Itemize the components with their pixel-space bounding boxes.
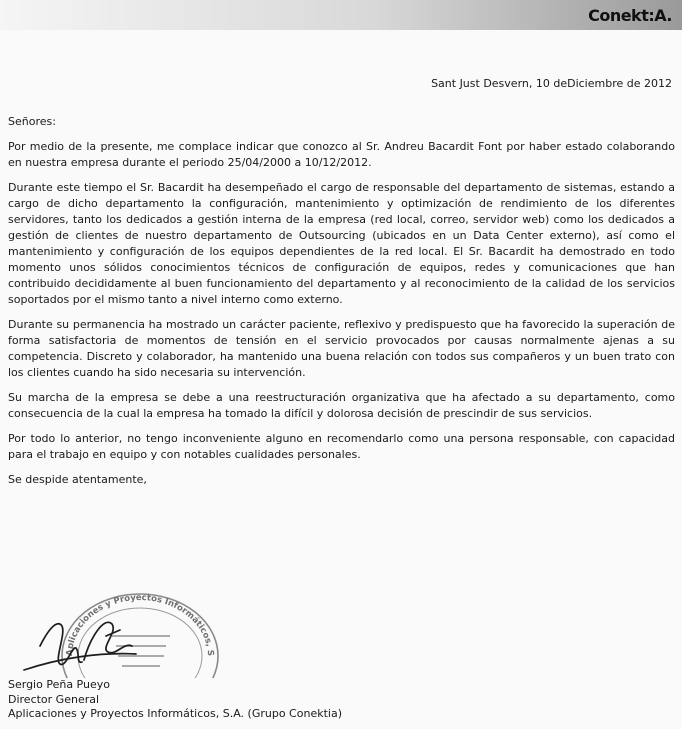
- letterhead-bar: [0, 0, 682, 30]
- signatory-name: Sergio Peña Pueyo: [8, 678, 110, 691]
- company-logo: Conekt:A.: [588, 6, 672, 25]
- signatory-company: Aplicaciones y Proyectos Informáticos, S.A. (Grupo Conektia): [8, 707, 342, 720]
- letter-body: [8, 76, 675, 488]
- company-stamp: [20, 586, 240, 678]
- stamp-inner-lines: [112, 636, 170, 666]
- paragraph-departure: Su marcha de la empresa se debe a una reestructuración organizativa que ha afectado a su departamento, como consecuencia de la cual la empresa ha tomado la difícil y dolorosa decisión de prescindir de sus servicios.: [8, 391, 675, 420]
- stamp-ring-text: Aplicaciones y Proyectos Informáticos, S: [64, 592, 216, 657]
- paragraph-role: Durante este tiempo el Sr. Bacardit ha desempeñado el cargo de responsable del departamento de sistemas, estando a cargo de dicho departamento la configuración, mantenimiento y optimización de rendimiento de los diferentes servidores, tanto los dedicados a gestión interna de la empresa (red local, correo, servidor web) como los dedicados a gestión de clientes de nuestro departamento de Outsourcing (ubicados en un Data Center externo), así como el mantenimiento y configuración de los equipos dependientes de la red local. El Sr. Bacardit ha demostrado en todo momento unos sólidos conocimientos técnicos de configuración de equipos, redes y comunicaciones que han contribuido decididamente al buen funcionamiento del departamento y al reconocimiento de la calidad de los servicios soportados por el mismo tanto a nivel interno como externo.: [8, 181, 675, 306]
- closing-line: Se despide atentamente,: [8, 473, 147, 486]
- signature-stamp-area: [20, 586, 240, 678]
- letter-date: Sant Just Desvern, 10 deDiciembre de 2012: [431, 77, 672, 90]
- signatory-title: Director General: [8, 692, 100, 706]
- paragraph-intro: Por medio de la presente, me complace indicar que conozco al Sr. Andreu Bacardit Font por haber estado colaborando en nuestra empresa durante el periodo 25/04/2000 a 10/12/2012.: [8, 140, 675, 169]
- paragraph-character: Durante su permanencia ha mostrado un carácter paciente, reflexivo y predispuesto que ha favorecido la superación de forma satisfactoria de momentos de tensión en el servicio provocados por causas normalmente ajenas a su competencia. Discreto y colaborador, ha mantenido una buena relación con todos sus compañeros y un buen trato con los clientes cuando ha sido necesaria su intervención.: [8, 318, 675, 379]
- signature-block: [8, 678, 342, 722]
- paragraph-recommendation: Por todo lo anterior, no tengo inconveniente alguno en recomendarlo como una persona responsable, con capacidad para el trabajo en equipo y con notables cualidades personales.: [8, 432, 675, 461]
- salutation: Señores:: [8, 115, 56, 128]
